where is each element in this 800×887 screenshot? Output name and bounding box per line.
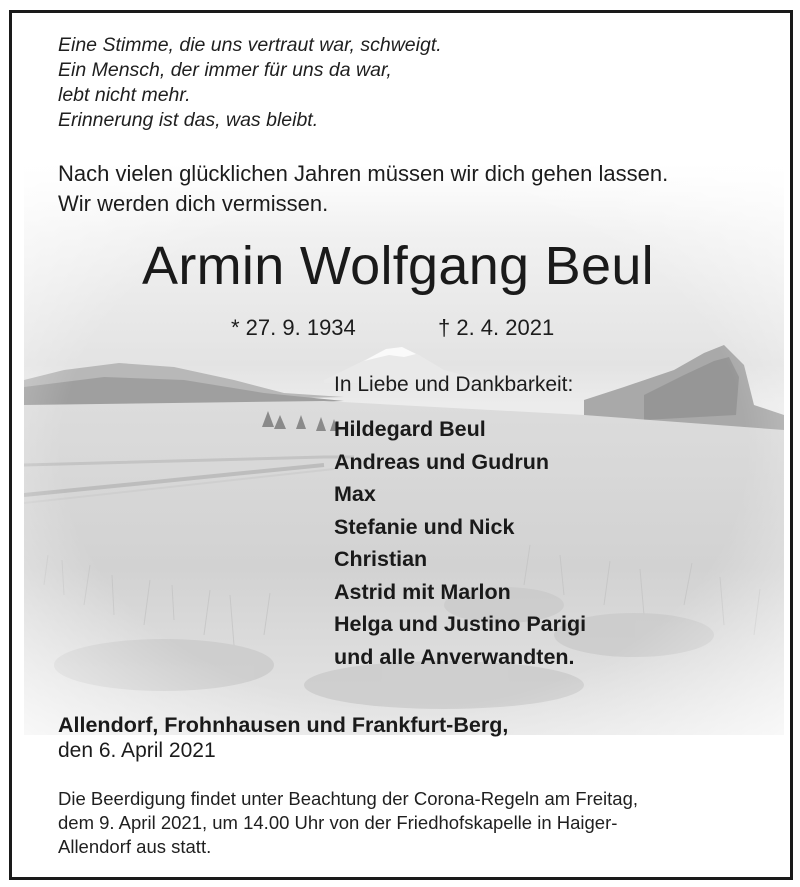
- mourner-name: Hildegard Beul: [334, 417, 486, 441]
- mourner-name: und alle Anverwandten.: [334, 644, 575, 669]
- mourner-name: Max: [334, 482, 376, 506]
- funeral-notice-line: dem 9. April 2021, um 14.00 Uhr von der Friedhofskapelle in Haiger-: [58, 812, 618, 833]
- funeral-notice: [58, 787, 758, 859]
- obituary-frame: [9, 10, 793, 880]
- funeral-notice-line: Allendorf aus statt.: [58, 836, 212, 857]
- poem-line: Erinnerung ist das, was bleibt.: [58, 109, 319, 131]
- notice-date: den 6. April 2021: [58, 739, 216, 762]
- location-places: Allendorf, Frohnhausen und Frankfurt-Berg,: [58, 713, 509, 737]
- mourner-name: Andreas und Gudrun: [334, 449, 549, 474]
- intro-text: [58, 159, 668, 219]
- death-date: † 2. 4. 2021: [438, 315, 555, 340]
- mourner-name: Christian: [334, 547, 428, 571]
- poem-line: lebt nicht mehr.: [58, 84, 191, 106]
- poem-line: Ein Mensch, der immer für uns da war,: [58, 59, 392, 81]
- funeral-notice-line: Die Beerdigung findet unter Beachtung der Corona-Regeln am Freitag,: [58, 788, 639, 809]
- mourners-heading: In Liebe und Dankbarkeit:: [334, 373, 574, 396]
- intro-line: Nach vielen glücklichen Jahren müssen wir dich gehen lassen.: [58, 161, 669, 186]
- birth-date: * 27. 9. 1934: [231, 315, 356, 340]
- mourners-list: [334, 413, 586, 673]
- mourner-name: Helga und Justino Parigi: [334, 612, 587, 636]
- intro-line: Wir werden dich vermissen.: [58, 191, 329, 216]
- memorial-poem: [58, 33, 442, 133]
- deceased-name: Armin Wolfgang Beul: [142, 236, 654, 296]
- mourner-name: Stefanie und Nick: [334, 514, 515, 539]
- mourner-name: Astrid mit Marlon: [334, 579, 511, 604]
- poem-line: Eine Stimme, die uns vertraut war, schweigt.: [58, 34, 442, 56]
